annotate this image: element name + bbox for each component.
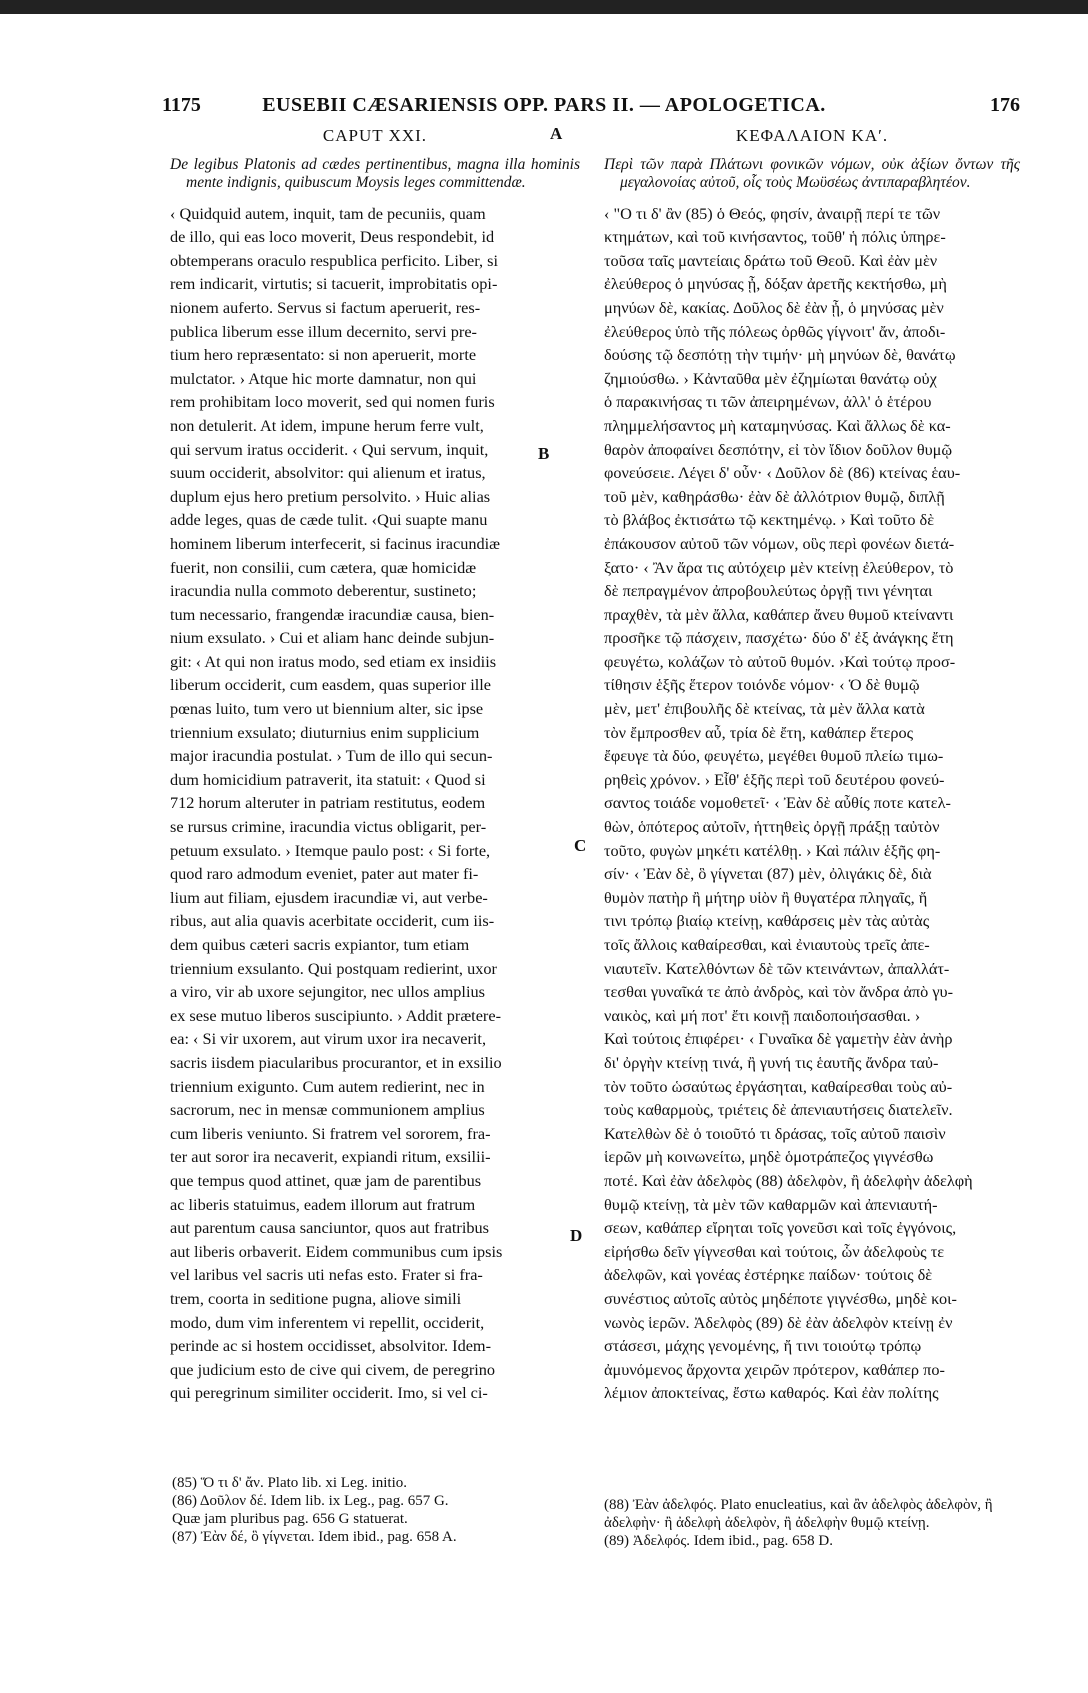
text-line: πραχθὲν, τὰ μὲν ἄλλα, καθάπερ ἄνευ θυμοῦ κτείναντι: [604, 604, 954, 624]
text-line: λέμιον ἀποκτείνας, ἔστω καθαρός. Καὶ ἐὰν πολίτης: [604, 1383, 939, 1403]
footnote: Quæ jam pluribus pag. 656 G statuerat.: [172, 1511, 408, 1527]
text-line: στάσεσι, μάχης γενομένης, ἤ τινι τοιούτῳ τρόπῳ: [604, 1336, 922, 1356]
margin-marker-a: A: [550, 124, 563, 143]
text-line: triennium exsulato; diuturnius enim supplicium: [170, 722, 480, 742]
text-line: suum occiderit, absolvitor: qui alienum et iratus,: [170, 463, 486, 483]
text-line: τὸ βλάβος ἐκτισάτω τῷ κεκτημένῳ. › Καὶ τοῦτο δὲ: [604, 510, 935, 530]
scan-top-border: [0, 0, 1088, 14]
text-line: δούσης τῷ δεσπότῃ τὴν τιμήν· μὴ μηνύων δὲ, θανάτῳ: [604, 345, 956, 365]
text-line: Κατελθὼν δὲ ὁ τοιοῦτό τι δράσας, τοῖς αὐτοῦ παισὶν: [604, 1123, 946, 1143]
text-line: Καὶ τούτοις ἐπιφέρει· ‹ Γυναῖκα δὲ γαμετὴν ἐὰν ἀνὴρ: [604, 1029, 953, 1049]
text-line: adde leges, quas de cæde tulit. ‹Qui suapte manu: [170, 510, 488, 530]
greek-footnotes: [604, 1496, 1022, 1550]
text-line: τοῦτο, φυγὼν μηκέτι κατέλθῃ. › Καὶ πάλιν ἑξῆς φη-: [604, 840, 941, 860]
page-header: [0, 94, 1088, 120]
text-line: ac liberis statuimus, eadem illorum aut fratrum: [170, 1194, 476, 1214]
text-line: iracundia nulla commoto deberentur, sustineto;: [170, 581, 477, 601]
greek-body-text: [604, 202, 1020, 1405]
text-line: νωνὸς ἱερῶν. Ἀδελφὸς (89) δὲ ἐὰν ἀδελφὸν κτείνῃ ἐν: [604, 1312, 953, 1332]
text-line: φονεύσειε. Λέγει δ' οὖν· ‹ Δοῦλον δὲ (86) κτείνας ἑαυ-: [604, 463, 961, 483]
text-line: qui servum iratus occiderit. ‹ Qui servum, inquit,: [170, 439, 489, 459]
text-line: μηνύων δὲ, κακίας. Δοῦλος δὲ ἐὰν ᾖ, ὁ μηνύσας μὲν: [604, 297, 944, 317]
text-line: ὁ παρακινήσας τι τῶν ἀπειρημένων, ἀλλ' ὁ ἑτέρου: [604, 392, 932, 412]
latin-chapter-heading: CAPUT XXI.: [322, 126, 428, 145]
text-line: triennium exigunto. Cum autem redierint, nec in: [170, 1076, 485, 1096]
footnote: (88) Ἐὰν ἀδελφός. Plato enucleatius, καὶ ἂν ἀδελφὸς ἀδελφὸν, ἢ ἀδελφὴν· ἢ ἀδελφὴ ἀδελφὸν, ἢ ἀδελφὴν θυμῷ κτείνῃ.: [604, 1497, 993, 1531]
text-line: duplum ejus hero pretium persolvito. › Huic alias: [170, 486, 491, 506]
text-line: ἀδελφῶν, καὶ γονέας ἐστέρηκε παίδων· τούτοις δὲ: [604, 1265, 933, 1285]
text-line: πλημμελήσαντος μὴ καταμηνύσας. Καὶ ἄλλως δὲ κα-: [604, 415, 951, 435]
text-line: ζημιούσθω. › Κἀνταῦθα μὲν ἐζημίωται θανάτῳ οὐχ: [604, 368, 937, 388]
text-line: φευγέτω, κολάζων τὸ αὐτοῦ θυμόν. ›Καὶ τούτῳ προσ-: [604, 651, 956, 671]
text-line: a viro, vir ab uxore sejungitor, nec ullos amplius: [170, 982, 485, 1002]
text-line: cum liberis veniunto. Si fratrem vel sororem, fra-: [170, 1123, 491, 1143]
text-line: σαντος τοιάδε νομοθετεῖ· ‹ Ἐὰν δὲ αὖθίς ποτε κατελ-: [604, 793, 951, 813]
text-line: mulctator. › Atque hic morte damnatur, non qui: [170, 368, 477, 388]
text-line: ἀμυνόμενος ἄρχοντα χειρῶν πρότερον, καθάπερ πο-: [604, 1359, 945, 1379]
text-line: aut parentum causa sanciuntor, quos aut fratribus: [170, 1218, 489, 1238]
text-line: triennium exsulanto. Qui postquam redierint, uxor: [170, 958, 497, 978]
text-line: ρηθεὶς χρόνον. › Εἶθ' ἑξῆς περὶ τοῦ δευτέρου φονεύ-: [604, 769, 945, 789]
text-line: τοῖς ἄλλοις καθαίρεσθαι, καὶ ἐνιαυτοὺς τρεῖς ἀπε-: [604, 935, 930, 954]
margin-marker-c: C: [574, 836, 587, 855]
text-line: sacrorum, nec in mensæ communionem amplius: [170, 1100, 485, 1120]
text-line: τίθησιν ἑξῆς ἕτερον τοιόνδε νόμον· ‹ Ὁ δὲ θυμῷ: [604, 675, 920, 695]
text-line: trem, coorta in seditione pugna, aliove simili: [170, 1288, 462, 1308]
text-line: fuerit, non consilii, cum cætera, quæ homicidæ: [170, 557, 477, 577]
text-line: pœnas luito, tum vero ut biennium alter, sic ipse: [170, 699, 484, 719]
text-line: ribus, aut alia quavis acerbitate occiderit, cum iis-: [170, 911, 495, 931]
text-line: ἱερῶν μὴ κοινωνείτω, μηδὲ ὁμοτράπεζος γιγνέσθω: [604, 1147, 934, 1167]
text-line: quod raro admodum eveniet, pater aut mater fi-: [170, 864, 479, 884]
text-line: liberum occiderit, cum easdem, quas superior ille: [170, 675, 491, 695]
latin-body-text: [170, 202, 583, 1405]
page-number-left: 1175: [162, 94, 201, 116]
text-line: δὲ πεπραγμένον ἀπροβουλεύτως ὀργῇ τινι γένηται: [604, 581, 933, 601]
text-line: δι' ὀργὴν κτείνῃ τινά, ἢ γυνή τις ἑαυτῆς ἄνδρα ταὐ-: [604, 1052, 939, 1072]
latin-column: [170, 124, 583, 1405]
text-line: sacris iisdem piacularibus procurantor, et in exsilio: [170, 1052, 502, 1072]
text-line: ter aut soror ira necaverit, expiandi ritum, exsilii-: [170, 1147, 491, 1167]
text-line: προσῆκε τῷ πάσχειν, πασχέτω· δύο δ' ἐξ ἀνάγκης ἔτη: [604, 628, 954, 648]
text-line: συνέστιος αὐτοῖς αὐτὸς μηδέποτε γιγνέσθω, μηδὲ κοι-: [604, 1288, 957, 1308]
footnote: (86) Δοῦλον δέ. Idem lib. ix Leg., pag. 657 G.: [172, 1493, 449, 1509]
text-line: τὸν τοῦτο ὡσαύτως ἐργάσηται, καθαίρεσθαι τοὺς αὐ-: [604, 1076, 953, 1096]
text-line: que judicium esto de cive qui civem, de peregrino: [170, 1359, 496, 1379]
text-line: μὲν, μετ' ἐπιβουλῆς δὲ κτείνας, τὰ μὲν ἄλλα κατὰ: [604, 699, 925, 719]
text-line: θαρὸν ἀποφαίνει δεσπότην, εἰ τὸν ἴδιον δοῦλον θυμῷ: [604, 439, 953, 459]
text-line: de illo, qui eas loco moverit, Deus respondebit, id: [170, 227, 495, 247]
text-line: git: ‹ At qui non iratus modo, sed etiam ex insidiis: [170, 651, 497, 671]
text-line: vel laribus vel sacris uti nefas esto. Frater si fra-: [170, 1265, 483, 1285]
text-line: ἐλεύθερος ὁ μηνύσας ᾖ, δόξαν ἀρετῆς κεκτήσθω, μὴ: [604, 274, 947, 294]
page-number-right: 176: [990, 94, 1020, 116]
text-line: dem quibus cæteri sacris expiantor, tum etiam: [170, 935, 470, 954]
text-line: petuum exsulato. › Itemque paulo post: ‹ Si forte,: [170, 840, 491, 860]
text-line: perinde ac si hostem occidisset, absolvitor. Idem-: [170, 1336, 492, 1356]
footnote: (89) Ἀδελφός. Idem ibid., pag. 658 D.: [604, 1533, 833, 1549]
text-line: τινι τρόπῳ βιαίῳ κτείνῃ, καθάρσεις μὲν τὰς αὐτὰς: [604, 911, 930, 931]
text-line: τοῦσα ταῖς μαντείαις δράτω τοῦ Θεοῦ. Καὶ ἐὰν μὲν: [604, 250, 938, 270]
margin-marker-b: B: [538, 444, 550, 463]
text-line: nium exsulato. › Cui et aliam hanc deinde subjun-: [170, 628, 495, 648]
running-title: EUSEBII CÆSARIENSIS OPP. PARS II. — APOLOGETICA.: [262, 94, 826, 116]
footnote: (85) Ὅ τι δ' ἄν. Plato lib. xi Leg. initio.: [172, 1475, 408, 1491]
text-line: dum homicidium patraverit, ita statuit: ‹ Quod si: [170, 769, 486, 789]
text-line: nionem auferto. Servus si factum aperuerit, res-: [170, 297, 481, 317]
text-line: non detulerit. At idem, impune herum ferre vult,: [170, 415, 484, 435]
latin-footnotes: [172, 1474, 582, 1546]
text-line: rem indicarit, virtutis; si tacuerit, improbitatis opi-: [170, 274, 498, 294]
text-line: obtemperans oraculo respublica perficito. Liber, si: [170, 250, 499, 270]
text-line: lium aut filiam, ejusdem iracundiæ vi, aut verbe-: [170, 887, 488, 907]
text-line: hominem liberum interfecerit, si facinus iracundiæ: [170, 533, 501, 553]
text-line: 712 horum alteruter in patriam restitutus, eodem: [170, 793, 486, 813]
text-line: ναικὸς, καὶ μή ποτ' ἔτι κοινῇ παιδοποιήσασθαι. ›: [604, 1005, 921, 1025]
text-line: σίν· ‹ Ἐὰν δὲ, ὃ γίγνεται (87) μὲν, ὀλιγάκις δὲ, διὰ: [604, 864, 932, 884]
text-line: qui peregrinum similiter occiderit. Imo, si vel ci-: [170, 1383, 488, 1403]
text-line: σεων, καθάπερ εἴρηται τοῖς γονεῦσι καὶ τοῖς ἐγγόνοις,: [604, 1218, 957, 1238]
greek-chapter-summary: Περὶ τῶν παρὰ Πλάτωνι φονικῶν νόμων, οὐκ ἀξίων ὄντων τῆς μεγαλονοίας αὐτοῦ, οἷς τοὺς Μωϋσέως ἀντιπαραβλητέον.: [604, 155, 1020, 191]
text-line: modo, dum vim inferentem vi repellit, occiderit,: [170, 1312, 485, 1332]
text-line: θυμὸν πατὴρ ἢ μήτηρ υἱὸν ἢ θυγατέρα πληγαῖς, ἤ: [604, 887, 928, 907]
text-line: tum necessario, frangendæ iracundiæ causa, bien-: [170, 604, 495, 624]
text-line: ἔφευγε τὰ δύο, φευγέτω, μεγέθει θυμοῦ πλείω τιμω-: [604, 746, 944, 766]
text-line: κτημάτων, καὶ τοῦ κινήσαντος, τοῦθ' ἡ πόλις ὑπηρε-: [604, 227, 946, 247]
text-line: τοὺς καθαρμοὺς, τριέτεις δὲ ἀπενιαυτήσεις διατελεῖν.: [604, 1100, 953, 1120]
footnote: (87) Ἐὰν δέ, ὃ γίγνεται. Idem ibid., pag. 658 A.: [172, 1529, 457, 1545]
greek-column: [604, 124, 1020, 1405]
text-line: ‹ Quidquid autem, inquit, tam de pecuniis, quam: [170, 203, 486, 223]
text-line: εἰρήσθω δεῖν γίγνεσθαι καὶ τούτοις, ὧν ἀδελφοὺς τε: [604, 1241, 945, 1261]
text-line: τεσθαι γυναῖκά τε ἀπὸ ἀνδρὸς, καὶ τὸν ἄνδρα ἀπὸ γυ-: [604, 982, 954, 1002]
text-line: aut liberis orbaverit. Eidem communibus cum ipsis: [170, 1241, 503, 1261]
text-line: νιαυτεῖν. Κατελθόντων δὲ τῶν κτεινάντων, ἀπαλλάτ-: [604, 958, 950, 978]
text-line: θὼν, ὁπότερος αὐτοῖν, ἡττηθεὶς ὀργῇ πράξῃ ταὐτὸν: [604, 817, 940, 837]
text-line: ‹ "Ο τι δ' ἂν (85) ὁ Θεός, φησίν, ἀναιρῇ περί τε τῶν: [604, 203, 941, 223]
text-line: ξατο· ‹ Ἂν ἄρα τις αὐτόχειρ μὲν κτείνῃ ἐλεύθερον, τὸ: [604, 557, 954, 577]
text-line: ex sese mutuo liberos suscipiunto. › Addit prætere-: [170, 1005, 501, 1025]
text-line: ἐλεύθερος ὑπὸ τῆς πόλεως ὀρθῶς γίγνοιτ' ἄν, ἀποδι-: [604, 321, 946, 341]
text-line: τὸν ἔμπροσθεν αὖ, τρία δὲ ἔτη, καθάπερ ἕτερος: [604, 722, 914, 742]
margin-marker-d: D: [570, 1226, 583, 1245]
latin-chapter-summary: De legibus Platonis ad cædes pertinentibus, magna illa hominis mente indignis, quibuscum Moysis leges committendæ.: [170, 155, 580, 191]
text-line: major iracundia postulat. › Tum de illo qui secun-: [170, 746, 493, 766]
text-line: publica liberum esse illum decernito, servi pre-: [170, 321, 477, 341]
text-line: ποτέ. Καὶ ἐὰν ἀδελφὸς (88) ἀδελφὸν, ἢ ἀδελφὴν ἀδελφὴ: [604, 1170, 973, 1190]
text-line: θυμῷ κτείνῃ, τὰ μὲν τῶν καθαρμῶν καὶ ἀπενιαυτή-: [604, 1194, 938, 1214]
text-line: ea: ‹ Si vir uxorem, aut virum uxor ira necaverit,: [170, 1029, 487, 1049]
text-line: rem prohibitam loco moverit, sed qui nomen furis: [170, 392, 495, 412]
text-line: τοῦ μὲν, καθηράσθω· ἐὰν δὲ ἀλλότριον θυμῷ, διπλῇ: [604, 486, 945, 506]
text-line: se rursus crimine, iracundia victus obligarit, per-: [170, 817, 487, 837]
text-line: tium hero repræsentato: si non aperuerit, morte: [170, 345, 477, 365]
text-line: que tempus quod attinet, quæ jam de parentibus: [170, 1170, 482, 1190]
text-line: ἐπάκουσον αὐτοῦ τῶν νόμων, οὓς περὶ φονέων διετά-: [604, 533, 955, 553]
greek-chapter-heading: ΚΕΦΑΛΑΙΟΝ ΚΑʹ.: [735, 126, 889, 145]
